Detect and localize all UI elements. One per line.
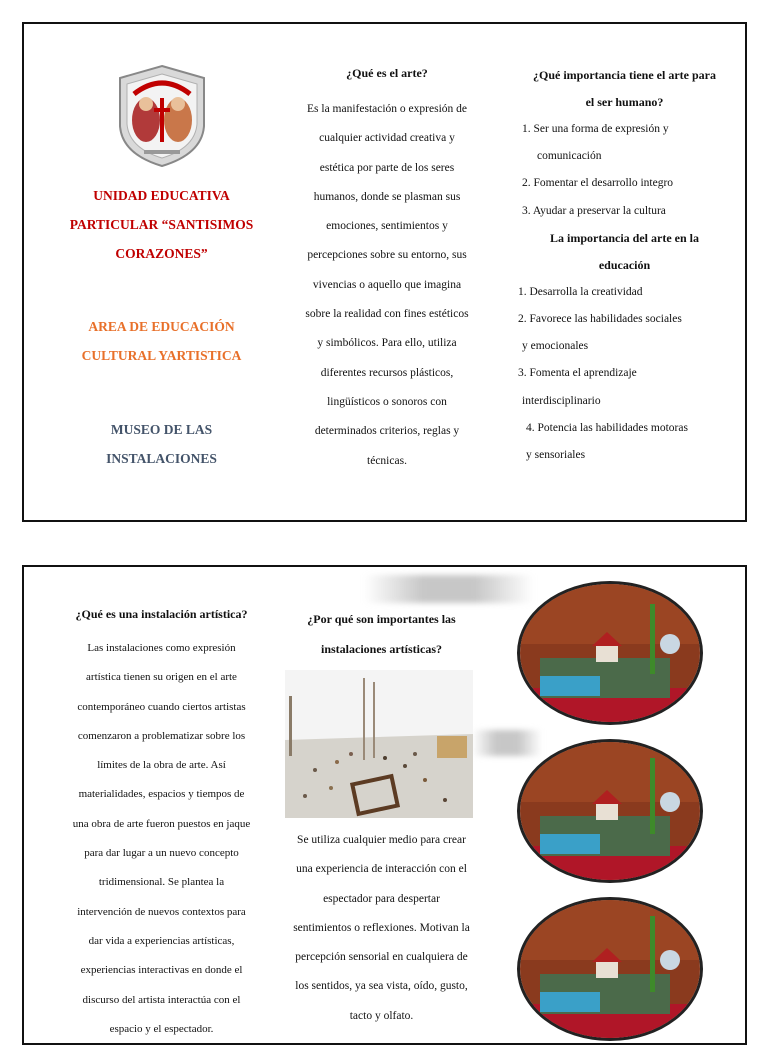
school-name: UNIDAD EDUCATIVA PARTICULAR “SANTISIMOS CORAZONES” bbox=[69, 188, 254, 261]
text-line: emociones, sentimientos y bbox=[326, 220, 448, 233]
text-line: percepción sensorial en cualquiera de bbox=[295, 951, 468, 964]
text-line: espectador para despertar bbox=[323, 892, 440, 905]
list-item: y emocionales bbox=[522, 340, 589, 353]
text-line: intervención de nuevos contextos para bbox=[77, 905, 246, 918]
importance-installations-text bbox=[279, 826, 484, 1031]
text-line: contemporáneo cuando ciertos artistas bbox=[77, 700, 246, 713]
text-line: experiencias interactivas en donde el bbox=[80, 964, 243, 977]
list-item: 1. Ser una forma de expresión y bbox=[522, 123, 669, 135]
text-line: discurso del artista interactúa con el bbox=[82, 993, 241, 1006]
text-line: percepciones sobre su entorno, sus bbox=[307, 249, 467, 262]
importance-list bbox=[512, 116, 737, 225]
text-line: materialidades, espacios y tiempos de bbox=[78, 788, 245, 801]
importance-heading: ¿Qué importancia tiene el arte para el ser humano? bbox=[533, 68, 716, 109]
text-line: tacto y olfato. bbox=[349, 1009, 414, 1022]
list-item: interdisciplinario bbox=[522, 394, 601, 407]
text-line: humanos, donde se plasman sus bbox=[313, 190, 461, 203]
installation-heading: ¿Qué es una instalación artística? bbox=[75, 607, 248, 621]
what-is-art-text bbox=[287, 95, 487, 476]
text-line: artística tienen su origen en el arte bbox=[86, 671, 237, 684]
education-heading: La importancia del arte en la educación bbox=[550, 230, 699, 272]
importance-installations-heading: ¿Por qué son importantes las instalaciones artísticas? bbox=[307, 612, 456, 656]
text-line: dar vida a experiencias artísticas, bbox=[88, 934, 235, 947]
text-line: espacio y el espectador. bbox=[109, 1022, 214, 1035]
text-line: Se utiliza cualquier medio para crear bbox=[297, 834, 466, 846]
text-line: los sentidos, ya sea vista, oído, gusto, bbox=[295, 980, 468, 993]
list-item: 2. Fomentar el desarrollo integro bbox=[522, 177, 674, 190]
text-line: técnicas. bbox=[367, 454, 407, 467]
list-item: 3. Ayudar a preservar la cultura bbox=[522, 204, 666, 217]
text-line: y simbólicos. Para ello, utiliza bbox=[317, 337, 457, 350]
text-line: una experiencia de interacción con el bbox=[296, 863, 467, 876]
area-name: AREA DE EDUCACIÓN CULTURAL YARTISTICA bbox=[81, 319, 242, 363]
text-line: tridimensional. Se plantea la bbox=[98, 876, 225, 889]
brochure-page-1 bbox=[22, 22, 747, 522]
brochure-page-2 bbox=[22, 565, 747, 1045]
text-line: diferentes recursos plásticos, bbox=[320, 366, 454, 379]
text-line: vivencias o aquello que imagina bbox=[312, 278, 462, 291]
installation-text bbox=[54, 634, 269, 1044]
what-is-art-column bbox=[287, 66, 487, 476]
text-line: sentimientos o reflexiones. Motivan la bbox=[293, 921, 470, 934]
shadow-decoration bbox=[364, 575, 534, 603]
diorama-photo bbox=[517, 897, 703, 1041]
text-line: Es la manifestación o expresión de bbox=[307, 103, 467, 115]
text-line: una obra de arte fueron puestos en jaque bbox=[72, 817, 251, 830]
text-line: comenzaron a problematizar sobre los bbox=[77, 729, 246, 742]
installation-photo bbox=[285, 670, 473, 818]
importance-installations-column bbox=[279, 604, 484, 1031]
diorama-photo bbox=[517, 581, 703, 725]
text-line: cualquier actividad creativa y bbox=[319, 132, 455, 145]
text-line: para dar lugar a un nuevo concepto bbox=[84, 847, 239, 860]
museum-title: MUSEO DE LAS INSTALACIONES bbox=[106, 422, 217, 466]
text-line: sobre la realidad con fines estéticos bbox=[305, 308, 469, 321]
text-line: Las instalaciones como expresión bbox=[87, 642, 236, 654]
text-line: lingüísticos o sonoros con bbox=[327, 395, 447, 408]
what-is-art-heading: ¿Qué es el arte? bbox=[346, 66, 428, 80]
list-item: 2. Favorece las habilidades sociales bbox=[518, 313, 682, 326]
list-item: comunicación bbox=[537, 150, 602, 163]
diorama-photo bbox=[517, 739, 703, 883]
education-list bbox=[512, 279, 737, 469]
installation-definition-column bbox=[54, 607, 269, 1044]
list-item: 4. Potencia las habilidades motoras bbox=[526, 421, 688, 434]
list-item: 3. Fomenta el aprendizaje bbox=[518, 367, 637, 380]
importance-column bbox=[512, 62, 737, 469]
list-item: 1. Desarrolla la creatividad bbox=[518, 285, 643, 298]
text-line: estética por parte de los seres bbox=[319, 161, 455, 174]
text-line: límites de la obra de arte. Así bbox=[97, 759, 226, 772]
list-item: y sensoriales bbox=[526, 449, 586, 462]
school-logo bbox=[114, 64, 210, 168]
text-line: determinados criterios, reglas y bbox=[314, 425, 460, 438]
